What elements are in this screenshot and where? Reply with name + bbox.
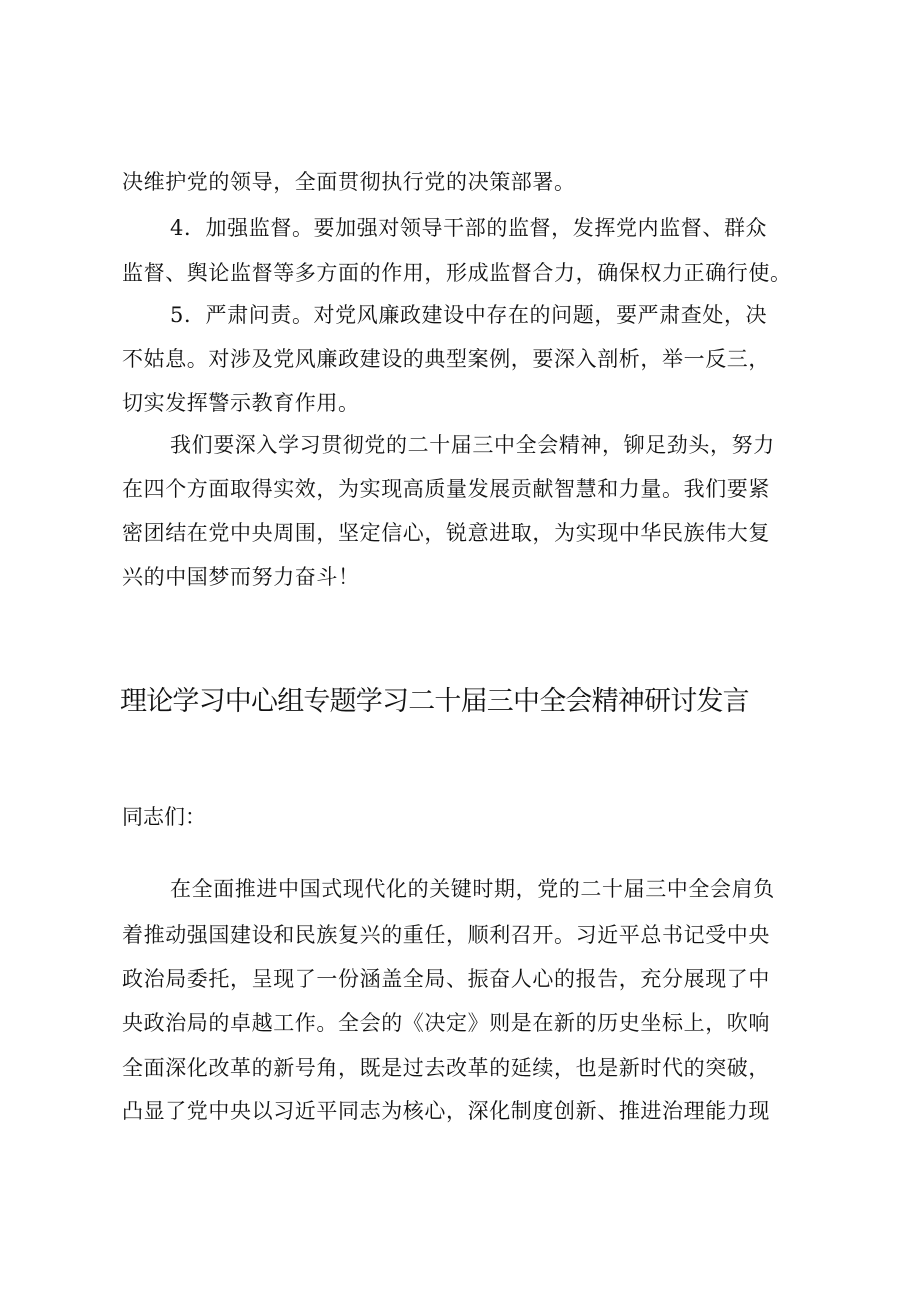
item-5-line-1: 5．严肃问责。对党风廉政建设中存在的问题，要严肃查处，决	[170, 303, 768, 327]
item-4-line-1: 4．加强监督。要加强对领导干部的监督，发挥党内监督、群众	[170, 216, 768, 240]
conclusion-line-1: 我们要深入学习贯彻党的二十届三中全会精神，铆足劲头，努力	[170, 433, 775, 457]
conclusion-line-3: 密团结在党中央周围，坚定信心，锐意进取，为实现中华民族伟大复	[122, 521, 770, 545]
conclusion-line-2: 在四个方面取得实效，为实现高质量发展贡献智慧和力量。我们要紧	[122, 477, 770, 501]
item-5-line-3: 切实发挥警示教育作用。	[122, 391, 360, 415]
paragraph-1-line-4: 央政治局的卓越工作。全会的《决定》则是在新的历史坐标上，吹响	[122, 1011, 770, 1035]
paragraph-1-line-5: 全面深化改革的新号角，既是过去改革的延续，也是新时代的突破，	[122, 1056, 770, 1080]
conclusion-line-4: 兴的中国梦而努力奋斗！	[122, 565, 360, 589]
item-5-line-2: 不姑息。对涉及党风廉政建设的典型案例，要深入剖析，举一反三，	[122, 347, 770, 371]
paragraph-1-line-6: 凸显了党中央以习近平同志为核心，深化制度创新、推进治理能力现	[122, 1099, 770, 1123]
paragraph-1-line-1: 在全面推进中国式现代化的关键时期，党的二十届三中全会肩负	[170, 877, 775, 901]
paragraph-continuation-line: 决维护党的领导，全面贯彻执行党的决策部署。	[122, 170, 576, 194]
paragraph-1-line-2: 着推动强国建设和民族复兴的重任，顺利召开。习近平总书记受中央	[122, 923, 770, 947]
paragraph-1-line-3: 政治局委托，呈现了一份涵盖全局、振奋人心的报告，充分展现了中	[122, 967, 770, 991]
salutation: 同志们：	[122, 805, 206, 829]
document-title: 理论学习中心组专题学习二十届三中全会精神研讨发言	[120, 686, 749, 717]
item-4-line-2: 监督、舆论监督等多方面的作用，形成监督合力，确保权力正确行使。	[122, 261, 792, 285]
